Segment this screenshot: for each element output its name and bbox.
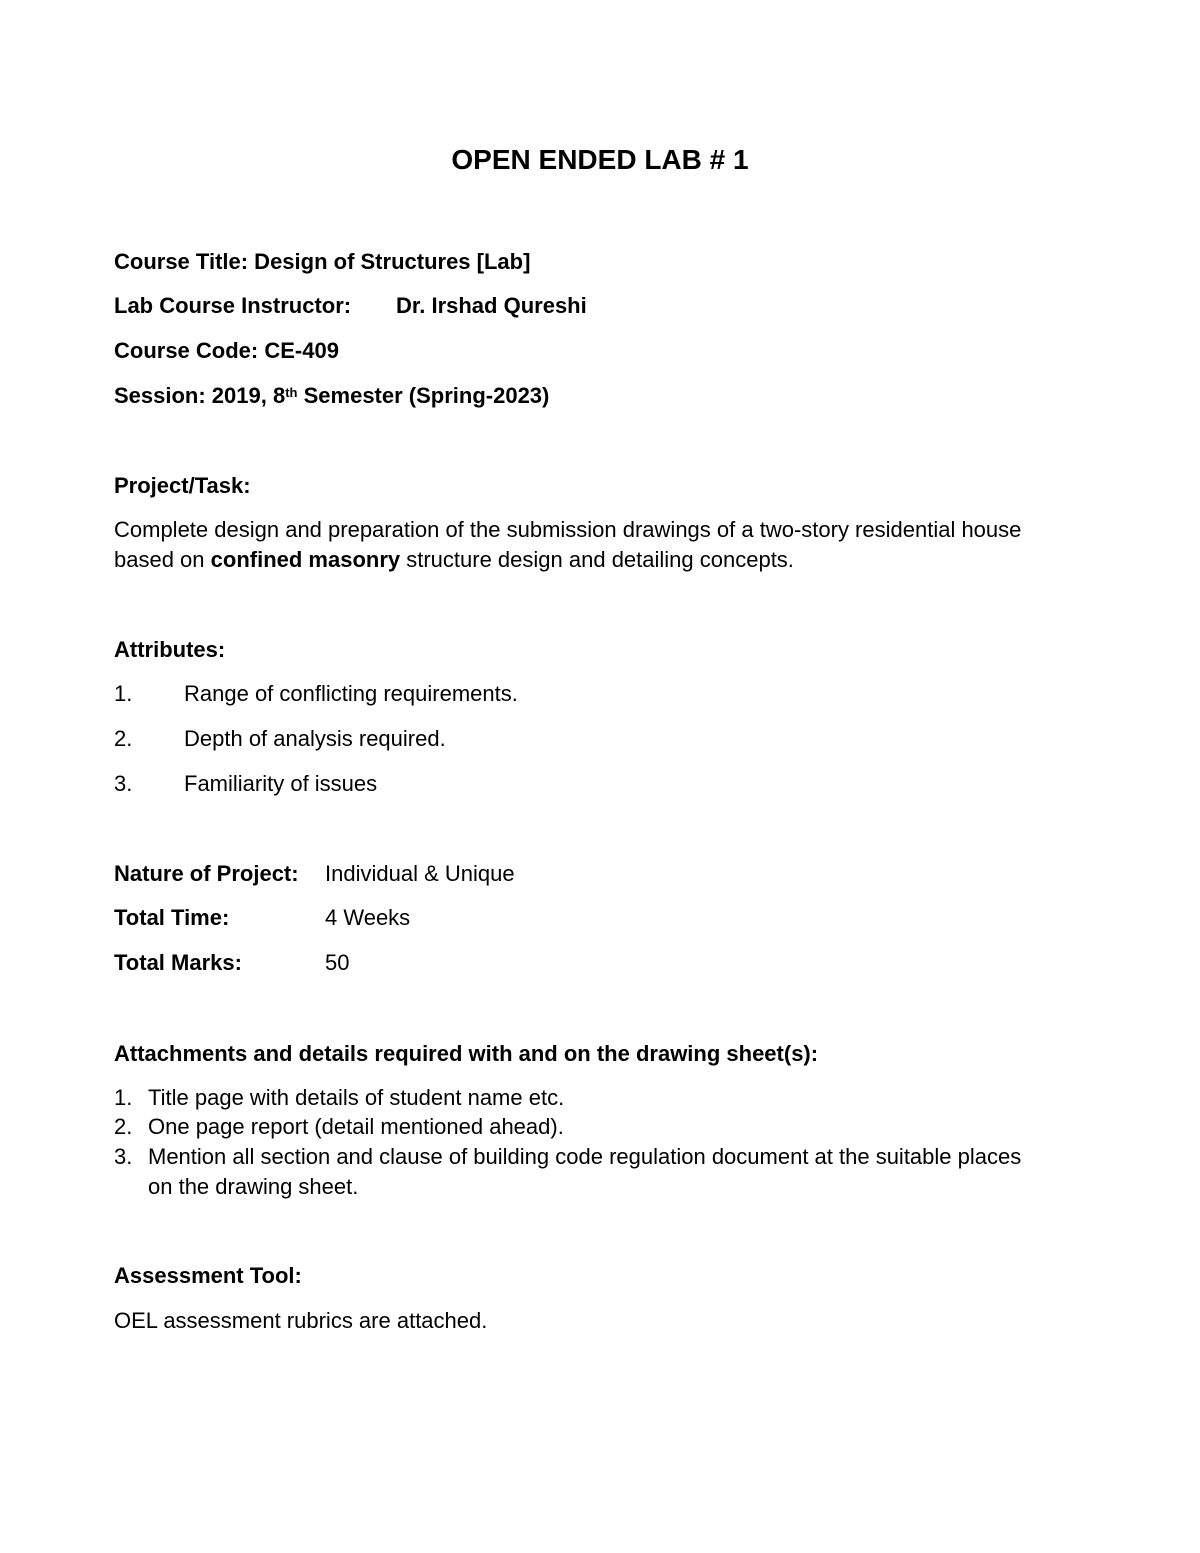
marks-label: Total Marks: (114, 950, 242, 975)
attachment-number: 1. (114, 1085, 133, 1110)
nature-label: Nature of Project: (114, 861, 299, 886)
attachment-text: Title page with details of student name etc. (148, 1085, 565, 1110)
project-line-2 (114, 547, 794, 573)
project-line-2-pre: based on (114, 547, 211, 572)
project-line-1: Complete design and preparation of the submission drawings of a two-story residential house (114, 517, 1022, 542)
attribute-number: 3. (114, 771, 133, 796)
attachments-heading: Attachments and details required with and on the drawing sheet(s): (114, 1041, 819, 1066)
project-line-2-bold: confined masonry (210, 547, 401, 572)
attribute-number: 2. (114, 726, 133, 751)
course-code: Course Code: CE-409 (114, 338, 339, 363)
assessment-heading: Assessment Tool: (114, 1263, 302, 1288)
session-line (114, 383, 549, 409)
attribute-text: Range of conflicting requirements. (184, 681, 518, 706)
attachment-text: One page report (detail mentioned ahead). (148, 1114, 564, 1139)
attachment-text: Mention all section and clause of building code regulation document at the suitable places (148, 1144, 1022, 1169)
nature-value: Individual & Unique (325, 861, 515, 886)
course-title: Course Title: Design of Structures [Lab] (114, 249, 531, 274)
attribute-item (114, 726, 132, 752)
attribute-text: Depth of analysis required. (184, 726, 446, 751)
attributes-heading: Attributes: (114, 637, 226, 662)
attribute-number: 1. (114, 681, 133, 706)
instructor-label: Lab Course Instructor: (114, 293, 352, 318)
attribute-text: Familiarity of issues (184, 771, 378, 796)
session-sup: th (285, 385, 298, 400)
time-value: 4 Weeks (325, 905, 411, 930)
attribute-item (114, 681, 132, 707)
time-label: Total Time: (114, 905, 230, 930)
attachment-text-continued: on the drawing sheet. (148, 1174, 359, 1199)
session-prefix: Session: 2019, 8 (114, 383, 286, 408)
attachment-number: 3. (114, 1144, 133, 1169)
marks-value: 50 (325, 950, 350, 975)
project-heading: Project/Task: (114, 473, 251, 498)
attribute-item (114, 771, 132, 797)
page-title: OPEN ENDED LAB # 1 (451, 144, 749, 175)
instructor-name: Dr. Irshad Qureshi (396, 293, 587, 318)
assessment-text: OEL assessment rubrics are attached. (114, 1308, 488, 1333)
attachment-number: 2. (114, 1114, 133, 1139)
session-suffix: Semester (Spring-2023) (297, 383, 550, 408)
project-line-2-post: structure design and detailing concepts. (400, 547, 794, 572)
